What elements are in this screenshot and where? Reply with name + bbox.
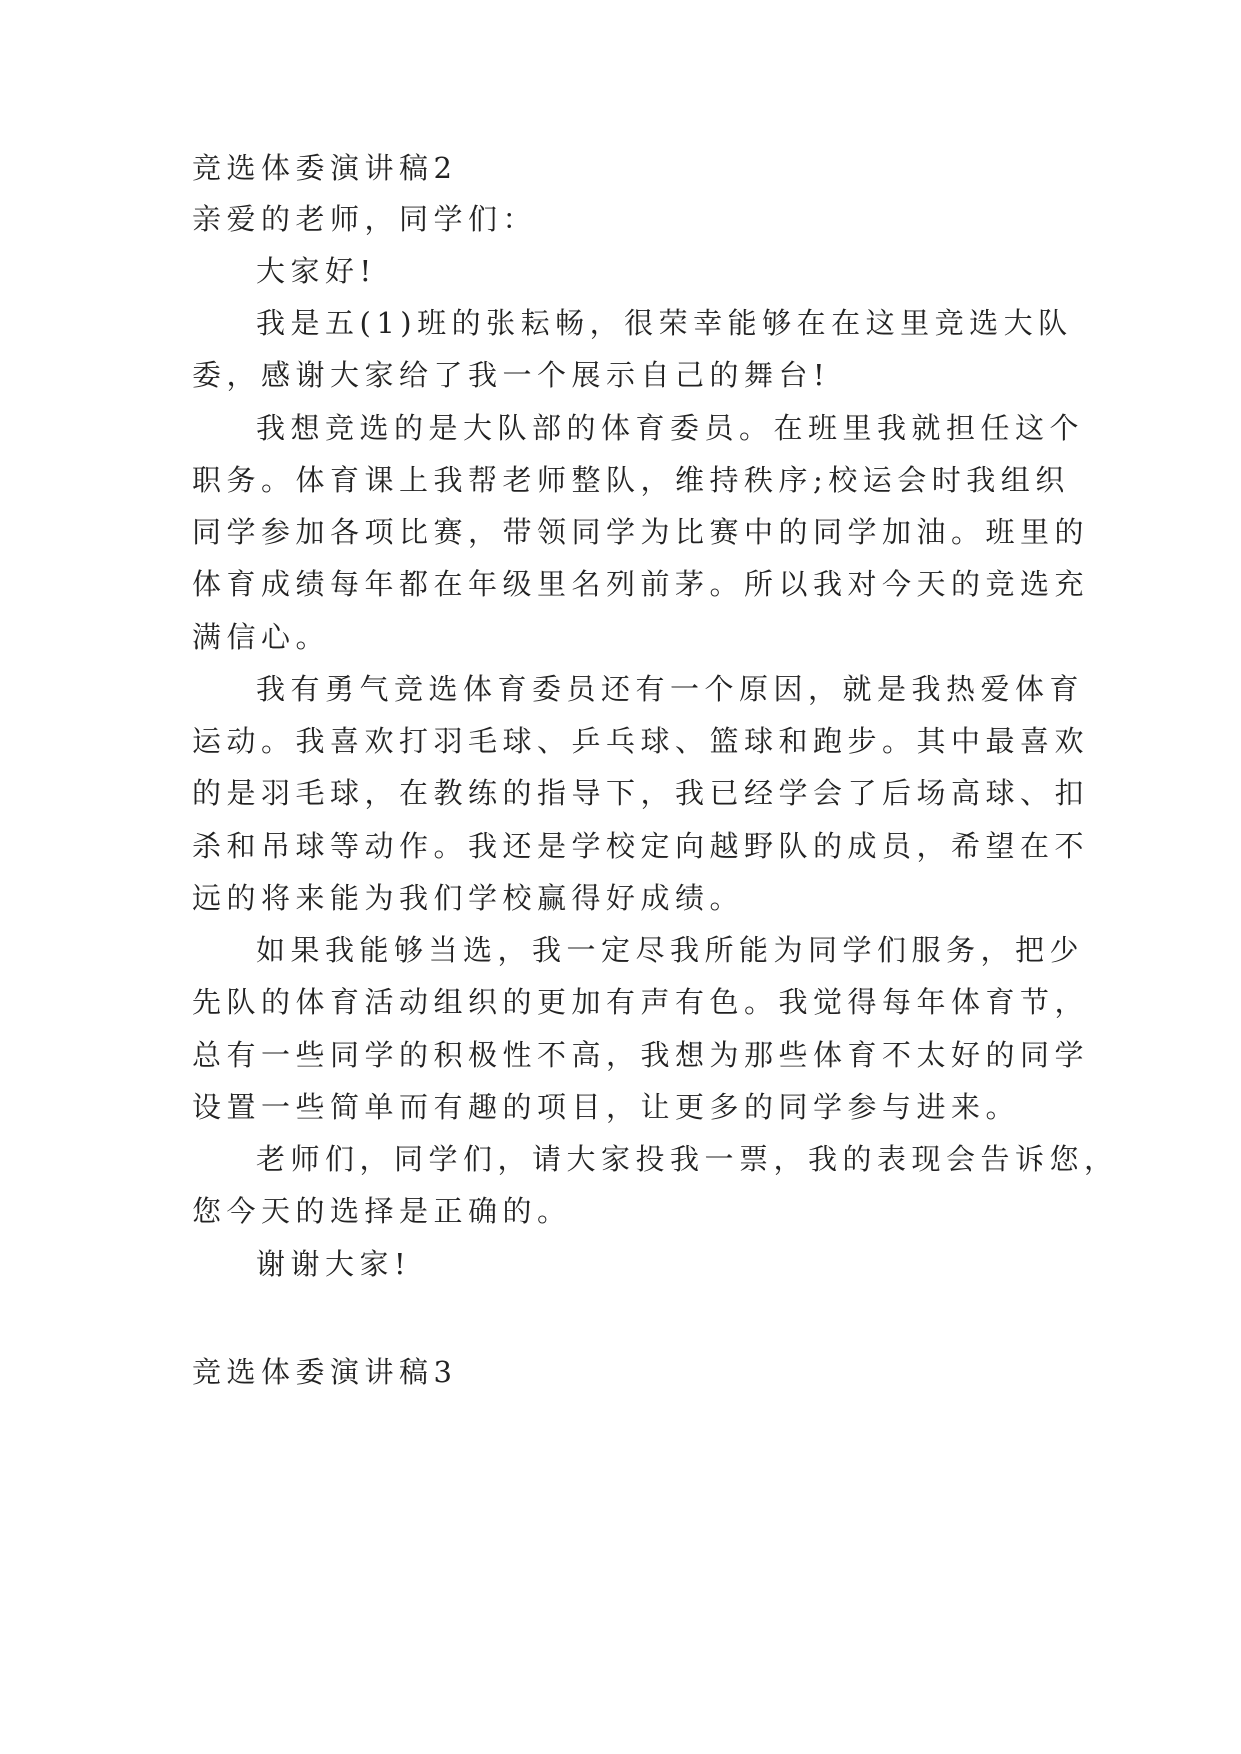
closing-line: 谢谢大家! xyxy=(256,1247,412,1281)
text-line: 老师们，同学们，请大家投我一票，我的表现会告诉您， xyxy=(256,1142,1119,1176)
text-line: 您今天的选择是正确的。 xyxy=(192,1194,572,1228)
next-section-title: 竞选体委演讲稿3 xyxy=(192,1355,458,1389)
text-line: 杀和吊球等动作。我还是学校定向越野队的成员，希望在不 xyxy=(192,829,1090,863)
text-line: 委，感谢大家给了我一个展示自己的舞台! xyxy=(192,358,831,392)
text-line: 设置一些简单而有趣的项目，让更多的同学参与进来。 xyxy=(192,1090,1021,1124)
text-line: 我有勇气竞选体育委员还有一个原因，就是我热爱体育 xyxy=(256,672,1085,706)
text-line: 远的将来能为我们学校赢得好成绩。 xyxy=(192,881,745,915)
text-line: 运动。我喜欢打羽毛球、乒乓球、篮球和跑步。其中最喜欢 xyxy=(192,724,1090,758)
greeting-line: 亲爱的老师，同学们： xyxy=(192,202,538,236)
text-line: 同学参加各项比赛，带领同学为比赛中的同学加油。班里的 xyxy=(192,515,1090,549)
text-line: 我想竞选的是大队部的体育委员。在班里我就担任这个 xyxy=(256,411,1085,445)
text-line: 先队的体育活动组织的更加有声有色。我觉得每年体育节， xyxy=(192,985,1090,1019)
text-line: 体育成绩每年都在年级里名列前茅。所以我对今天的竞选充 xyxy=(192,567,1090,601)
text-line: 满信心。 xyxy=(192,620,331,654)
text-line: 总有一些同学的积极性不高，我想为那些体育不太好的同学 xyxy=(192,1038,1090,1072)
text-line: 职务。体育课上我帮老师整队，维持秩序;校运会时我组织 xyxy=(192,463,1070,497)
text-line: 如果我能够当选，我一定尽我所能为同学们服务，把少 xyxy=(256,933,1085,967)
text-line: 我是五(1)班的张耘畅，很荣幸能够在在这里竞选大队 xyxy=(256,306,1073,340)
section-title: 竞选体委演讲稿2 xyxy=(192,151,458,185)
opening-line: 大家好! xyxy=(256,254,377,288)
text-line: 的是羽毛球，在教练的指导下，我已经学会了后场高球、扣 xyxy=(192,776,1090,810)
